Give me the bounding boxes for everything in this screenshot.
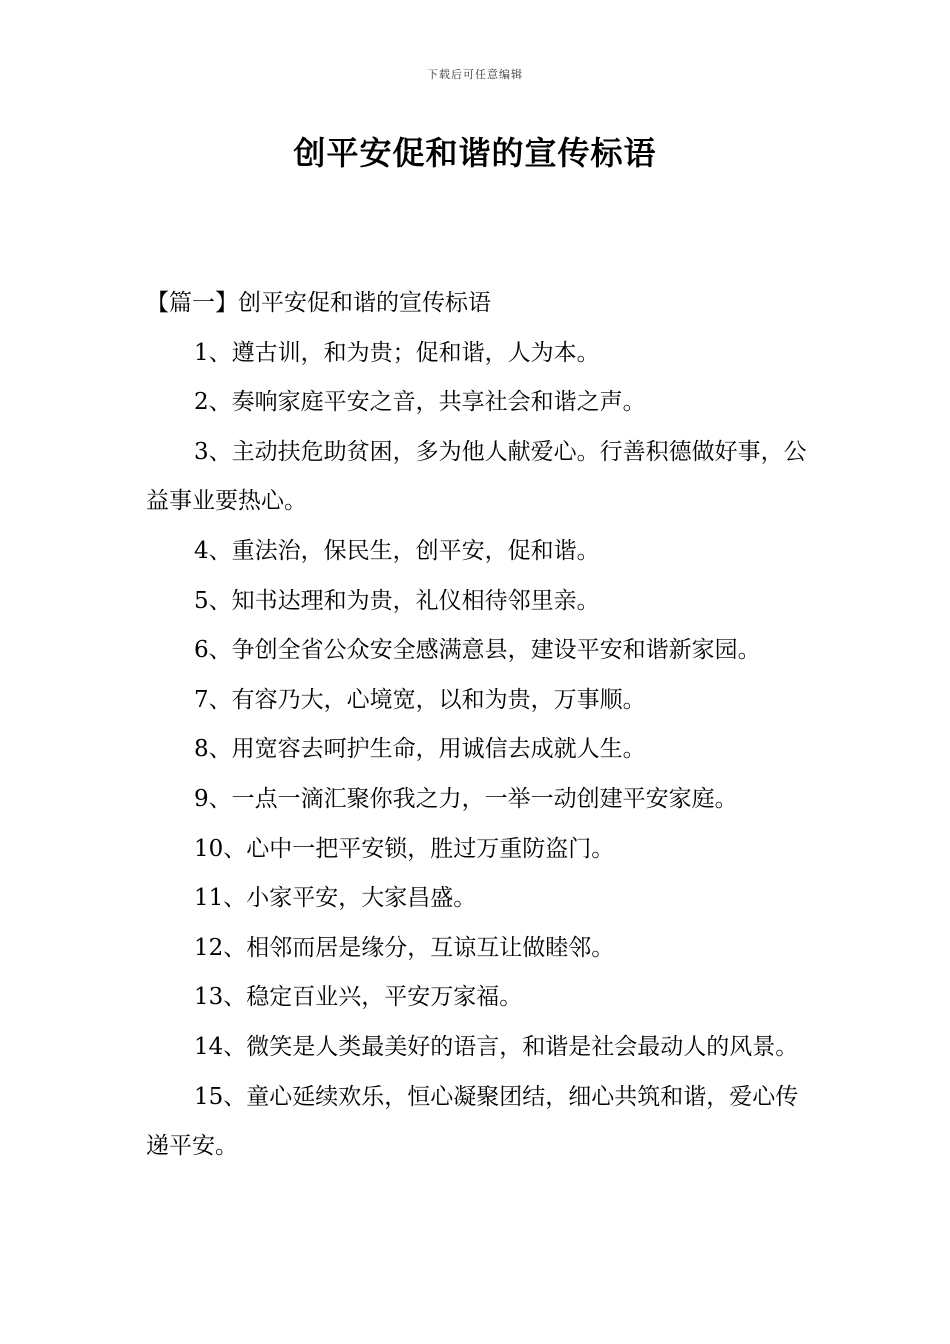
- slogan-item-1: 1、遵古训，和为贵；促和谐，人为本。: [194, 339, 600, 366]
- slogan-item-4: 4、重法治，保民生，创平安，促和谐。: [194, 537, 600, 564]
- slogan-item-6: 6、争创全省公众安全感满意县，建设平安和谐新家园。: [194, 637, 761, 664]
- document-title: 创平安促和谐的宣传标语: [293, 134, 657, 172]
- slogan-item-12: 12、相邻而居是缘分，互谅互让做睦邻。: [194, 934, 615, 961]
- slogan-item-8: 8、用宽容去呵护生命，用诚信去成就人生。: [194, 736, 646, 763]
- slogan-item-3: 3、主动扶危助贫困，多为他人献爱心。行善积德做好事，公益事业要热心。: [146, 438, 807, 515]
- slogan-item-14: 14、微笑是人类最美好的语言，和谐是社会最动人的风景。: [194, 1033, 799, 1060]
- slogan-item-11: 11、小家平安，大家昌盛。: [194, 885, 477, 912]
- slogan-item-2: 2、奏响家庭平安之音，共享社会和谐之声。: [194, 389, 646, 416]
- slogan-item-5: 5、知书达理和为贵，礼仪相待邻里亲。: [194, 587, 600, 614]
- slogan-item-10: 10、心中一把平安锁，胜过万重防盗门。: [194, 835, 615, 862]
- slogan-item-9: 9、一点一滴汇聚你我之力，一举一动创建平安家庭。: [194, 785, 738, 812]
- slogan-item-13: 13、稳定百业兴，平安万家福。: [194, 984, 523, 1011]
- slogan-item-15: 15、童心延续欢乐，恒心凝聚团结，细心共筑和谐，爱心传递平安。: [146, 1083, 799, 1160]
- slogan-item-7: 7、有容乃大，心境宽，以和为贵，万事顺。: [194, 686, 646, 713]
- section-heading: 【篇一】创平安促和谐的宣传标语: [146, 290, 491, 316]
- document-body: [146, 279, 812, 1172]
- header-note: 下载后可任意编辑: [427, 68, 523, 81]
